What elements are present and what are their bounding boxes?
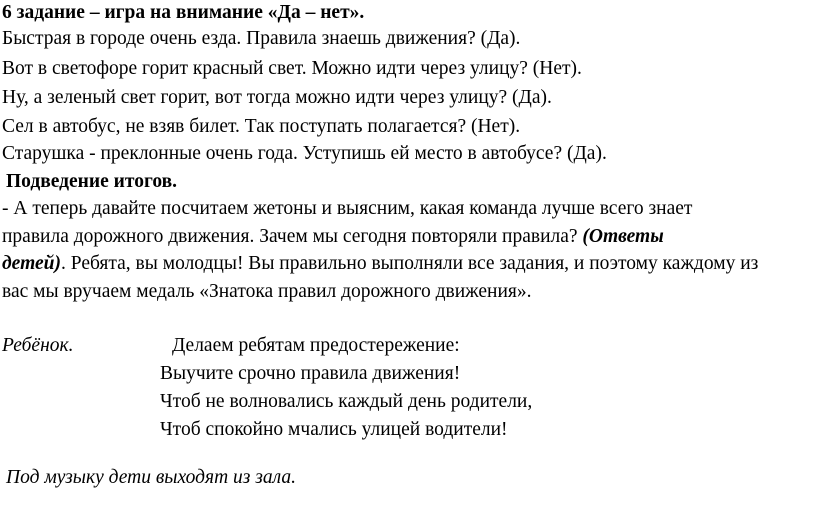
poem-line: Выучите срочно правила движения!: [160, 363, 461, 384]
question-line: Ну, а зеленый свет горит, вот тогда можно идти через улицу? (Да).: [2, 87, 552, 108]
summary-text: правила дорожного движения. Зачем мы сегодня повторяли правила?: [2, 226, 583, 247]
question-line: Вот в светофоре горит красный свет. Можно идти через улицу? (Нет).: [2, 58, 582, 79]
poem-line: Делаем ребятам предостережение:: [172, 335, 460, 356]
question-line: Быстрая в городе очень езда. Правила знаешь движения? (Да).: [2, 28, 521, 49]
summary-paragraph-line: - А теперь давайте посчитаем жетоны и выясним, какая команда лучше всего знает: [2, 198, 693, 219]
summary-heading: Подведение итогов.: [6, 171, 178, 192]
closing-remark: Под музыку дети выходят из зала.: [6, 467, 297, 488]
summary-paragraph-line: [2, 224, 664, 250]
summary-text: . Ребята, вы молодцы! Вы правильно выполняли все задания, и поэтому каждому из: [60, 253, 759, 274]
poem-line: Чтоб спокойно мчались улицей водители!: [160, 419, 508, 440]
summary-emphasis: (Ответы: [582, 226, 664, 247]
summary-emphasis: детей): [2, 253, 61, 274]
task-heading: 6 задание – игра на внимание «Да – нет».: [2, 2, 365, 23]
poem-speaker: Ребёнок.: [2, 335, 74, 356]
summary-paragraph-line: вас мы вручаем медаль «Знатока правил дорожного движения».: [2, 281, 532, 302]
summary-paragraph-line: [2, 251, 758, 277]
question-line: Сел в автобус, не взяв билет. Так поступать полагается? (Нет).: [2, 116, 521, 137]
poem-line: Чтоб не волновались каждый день родители,: [160, 391, 533, 412]
question-line: Старушка - преклонные очень года. Уступишь ей место в автобусе? (Да).: [2, 143, 607, 164]
